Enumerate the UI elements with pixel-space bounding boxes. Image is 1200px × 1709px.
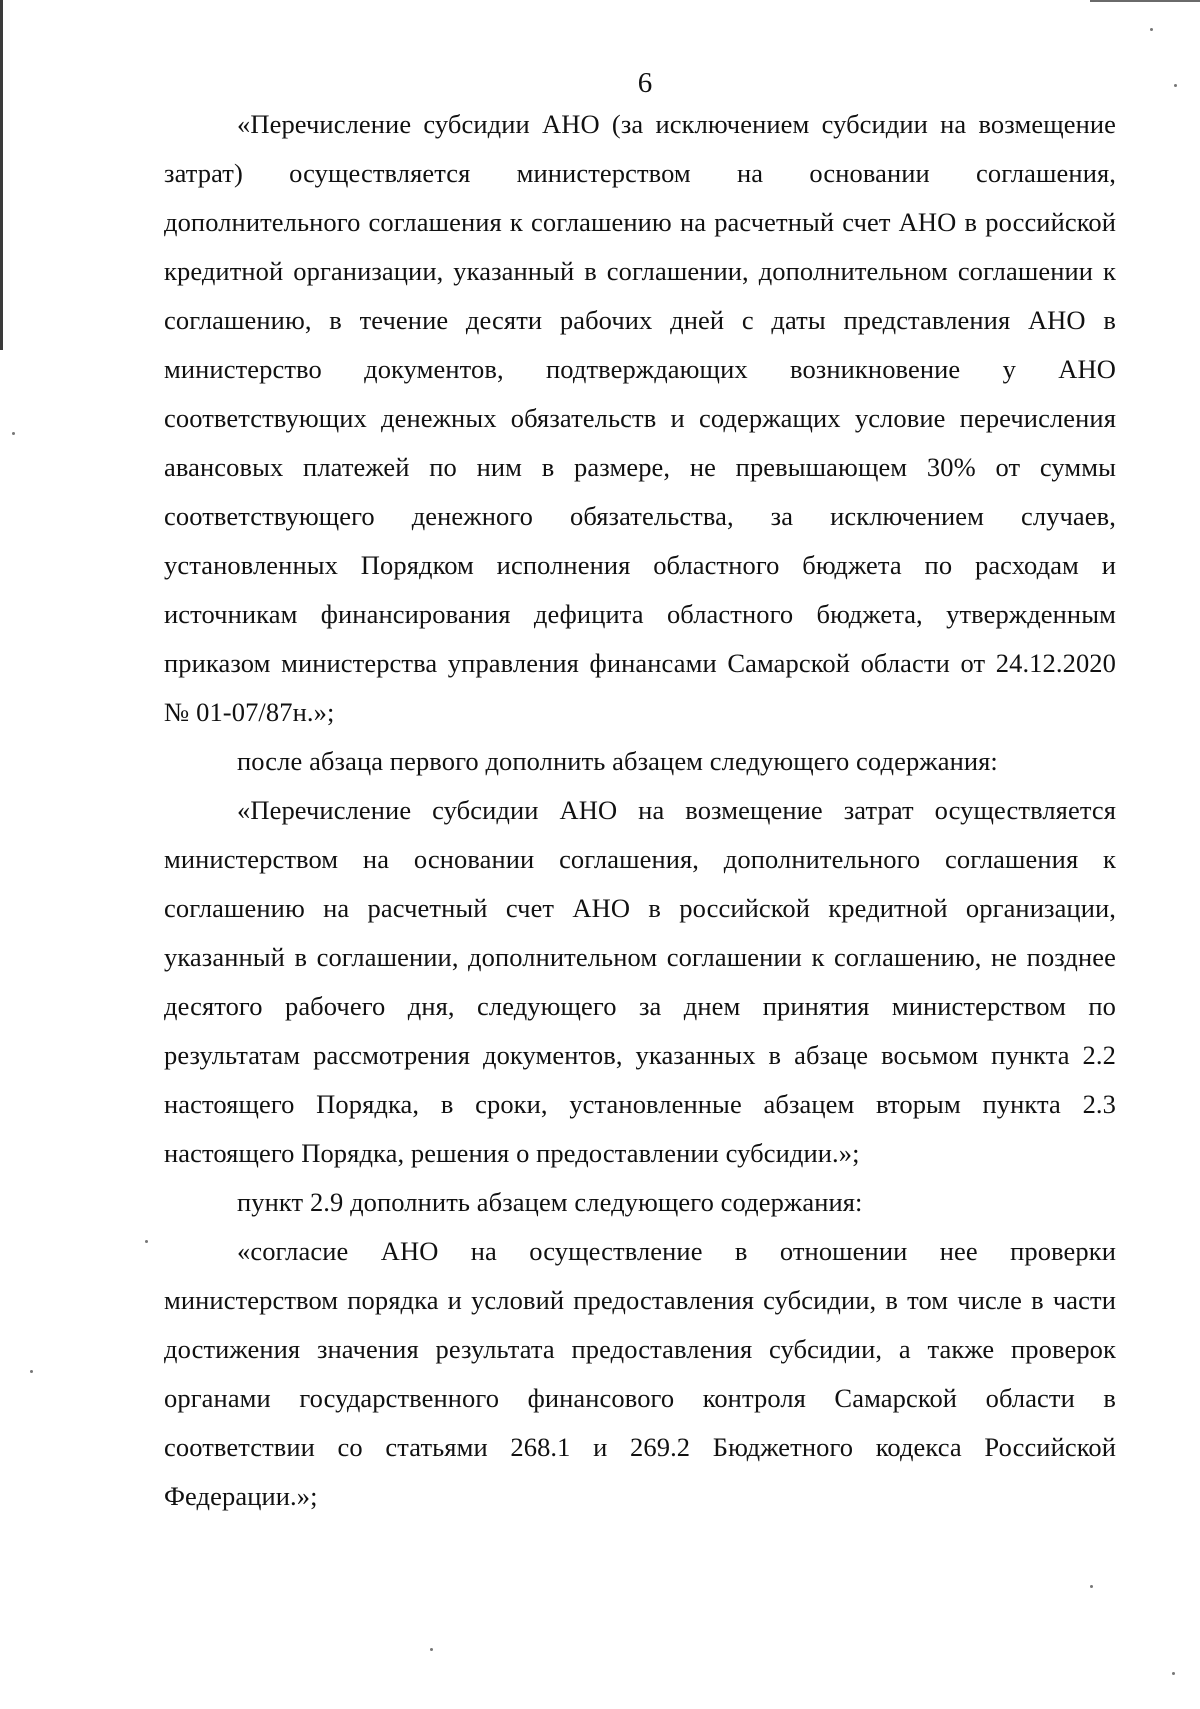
scan-edge-left: [0, 0, 3, 350]
paragraph-consent-inspection: «согласие АНО на осуществление в отношении нее проверки министерством порядка и условий предоставления субсидии, в том числе в части достижения значения результата предоставления субсидии, а также проверок органами государственного финансового контроля Самарской области в соответствии со статьями 268.1 и 269.2 Бюджетного кодекса Российской Федерации.»;: [164, 1236, 1116, 1511]
scan-speck: [1174, 84, 1177, 87]
document-body: [164, 100, 1116, 1521]
paragraph-amendment-note-2: пункт 2.9 дополнить абзацем следующего содержания:: [237, 1187, 863, 1217]
scan-speck: [145, 1240, 148, 1243]
paragraph-amendment-note-1: после абзаца первого дополнить абзацем следующего содержания:: [237, 746, 998, 776]
scan-speck: [30, 1370, 33, 1373]
scan-speck: [430, 1648, 433, 1651]
paragraph-compensation-transfer: «Перечисление субсидии АНО на возмещение затрат осуществляется министерством на основании соглашения, дополнительного соглашения к соглашению на расчетный счет АНО в российской кредитной организации, указанный в соглашении, дополнительном соглашении к соглашению, не позднее десятого рабочего дня, следующего за днем принятия министерством по результатам рассмотрения документов, указанных в абзаце восьмом пункта 2.2 настоящего Порядка, в сроки, установленные абзацем вторым пункта 2.3 настоящего Порядка, решения о предоставлении субсидии.»;: [164, 795, 1116, 1168]
paragraph-transfer-subsidy: «Перечисление субсидии АНО (за исключением субсидии на возмещение затрат) осуществляется министерством на основании соглашения, дополнительного соглашения к соглашению на расчетный счет АНО в российской кредитной организации, указанный в соглашении, дополнительном соглашении к соглашению, в течение десяти рабочих дней с даты представления АНО в министерство документов, подтверждающих возникновение у АНО соответствующих денежных обязательств и содержащих условие перечисления авансовых платежей по ним в размере, не превышающем 30% от суммы соответствующего денежного обязательства, за исключением случаев, установленных Порядком исполнения областного бюджета по расходам и источникам финансирования дефицита областного бюджета, утвержденным приказом министерства управления финансами Самарской области от 24.12.2020 № 01-07/87н.»;: [164, 109, 1116, 727]
scan-speck: [1150, 28, 1153, 31]
scan-speck: [1090, 1585, 1093, 1588]
scan-speck: [1172, 1672, 1175, 1675]
scan-edge-top: [1090, 0, 1200, 2]
scan-speck: [12, 432, 15, 435]
page-number: 6: [637, 67, 653, 99]
